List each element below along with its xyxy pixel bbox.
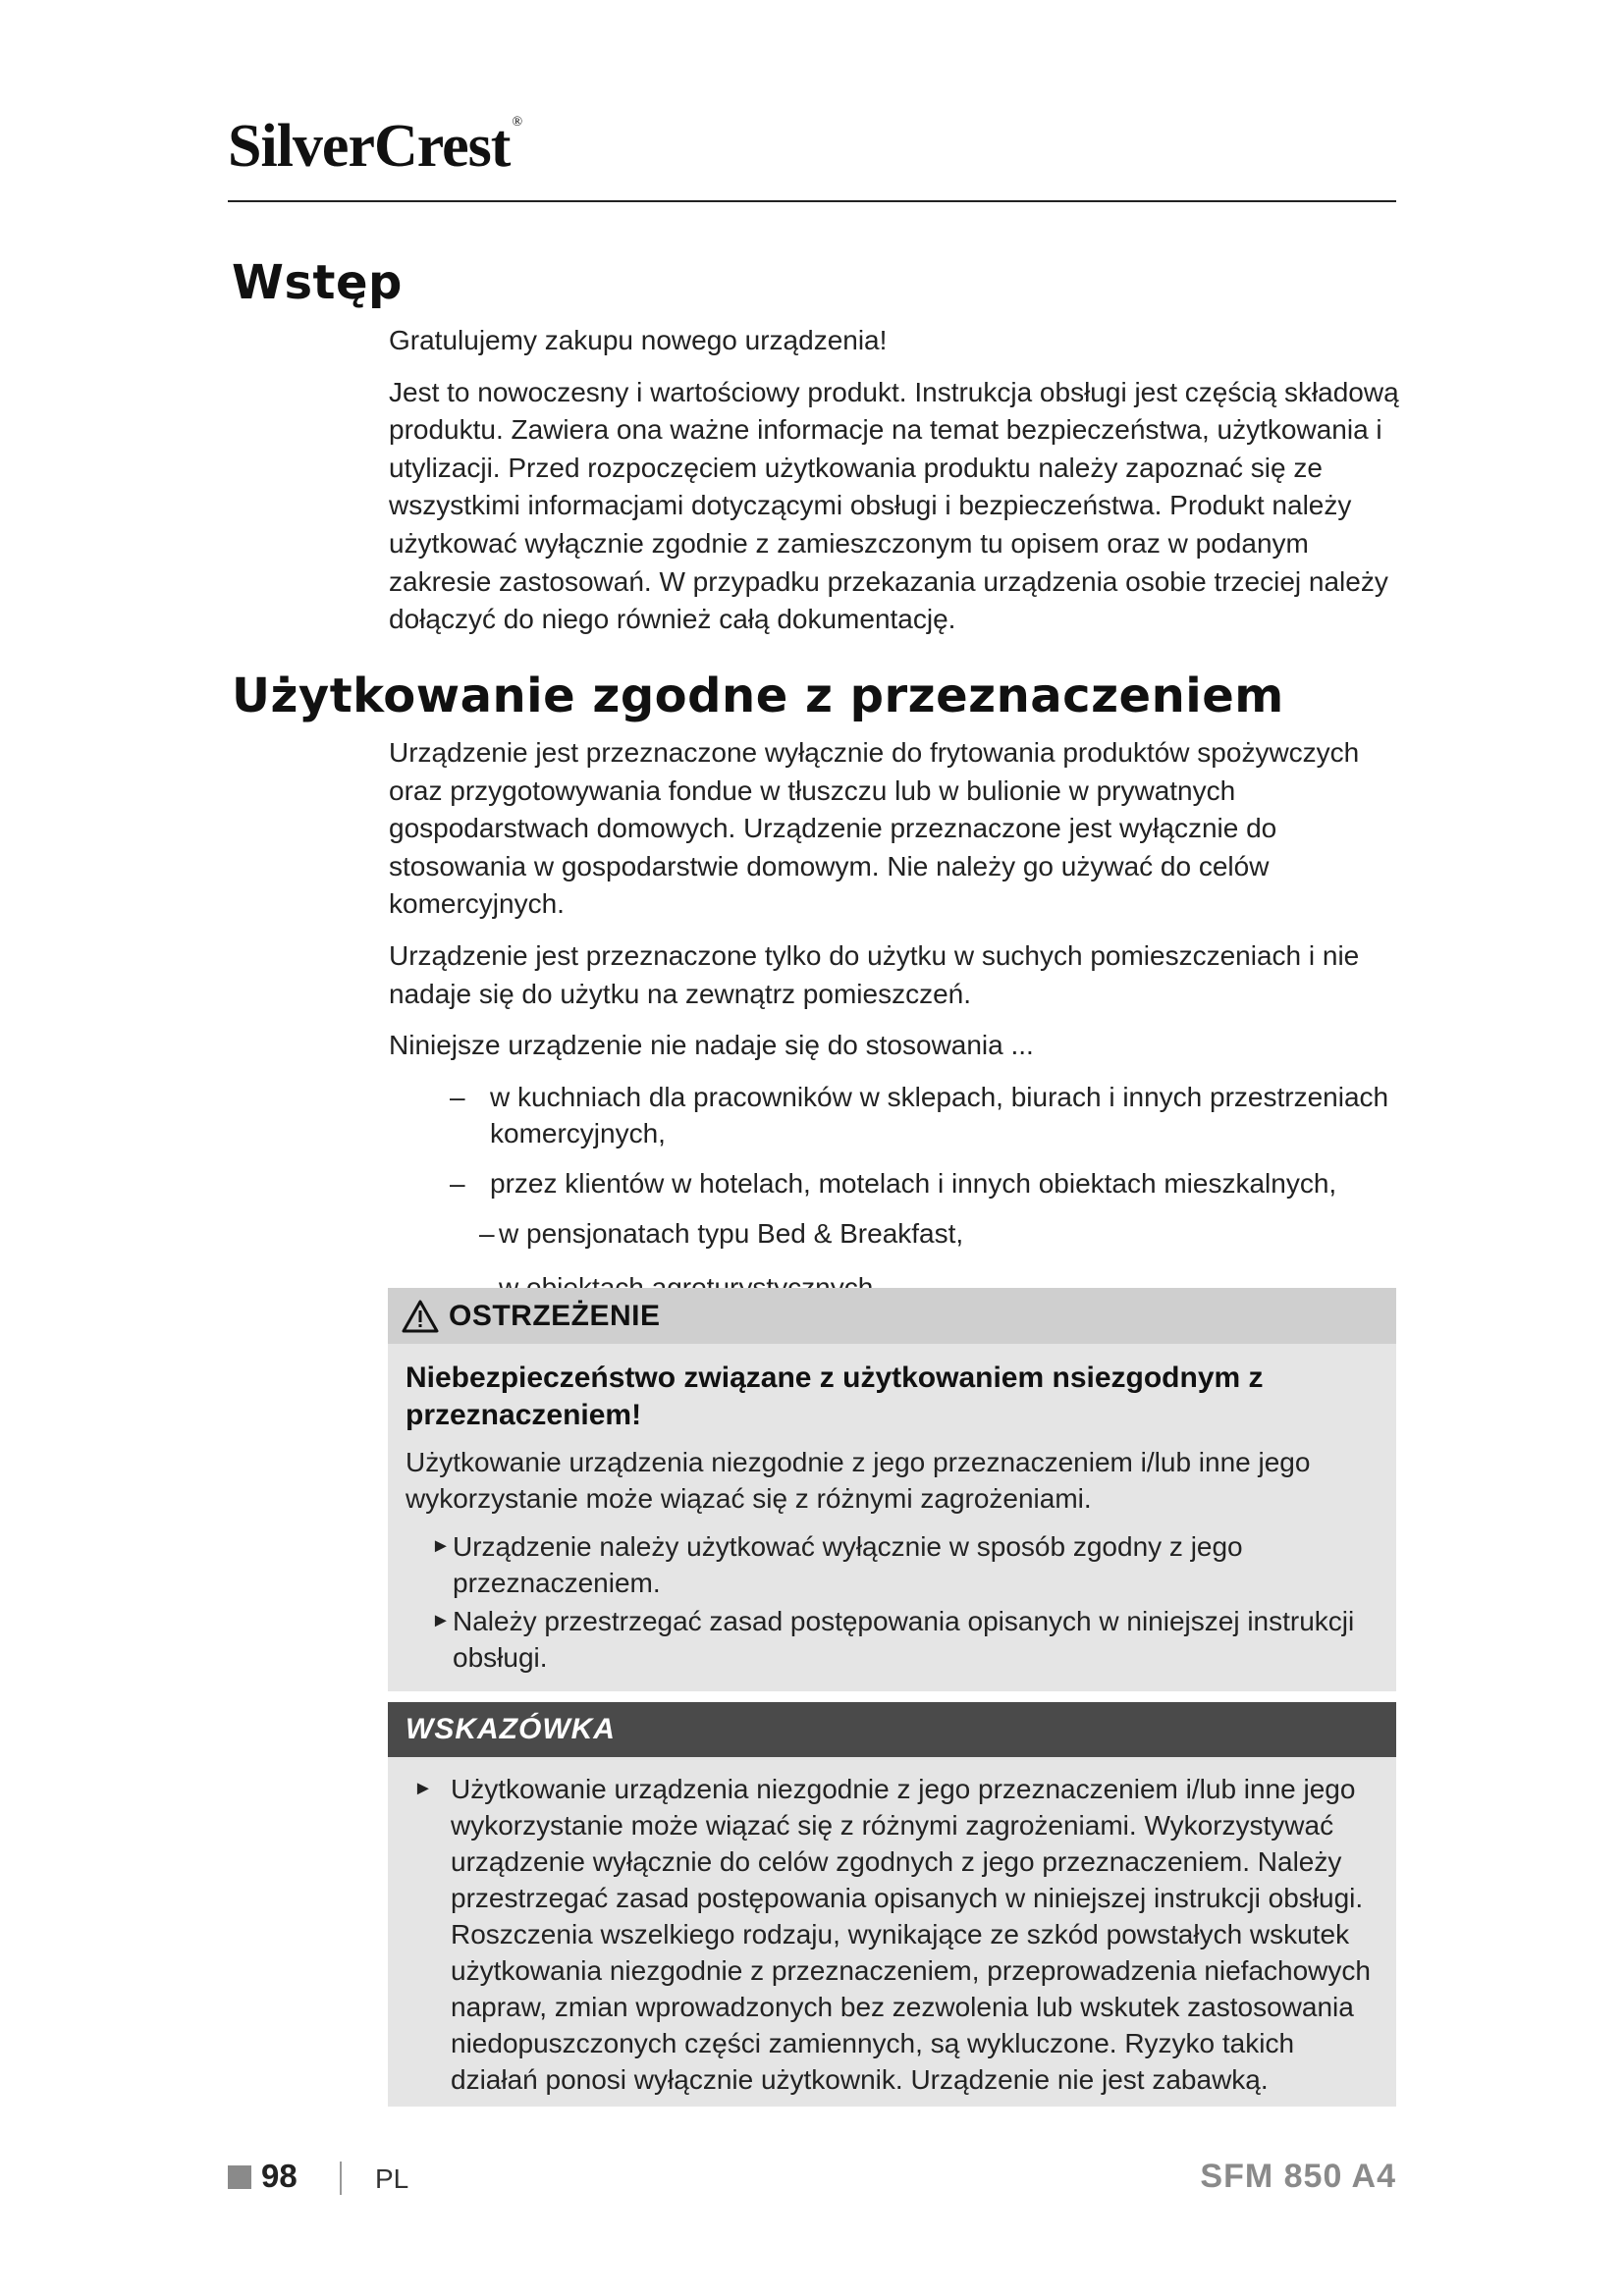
intended-use-section xyxy=(389,734,1400,1323)
list-item: – w pensjonatach typu Bed & Breakfast, xyxy=(389,1215,1400,1252)
warning-item xyxy=(406,1528,1379,1601)
warning-item-text: Urządzenie należy użytkować wyłącznie w sposób zgodny z jego przeznaczeniem. xyxy=(453,1531,1243,1598)
note-box xyxy=(388,1702,1396,2107)
page-footer xyxy=(228,2158,1396,2201)
footer-divider xyxy=(340,2162,342,2195)
list-item: – w kuchniach dla pracowników w sklepach, biurach i innych przestrzeniach komercyjnych, xyxy=(389,1079,1400,1151)
registered-mark: ® xyxy=(512,115,522,130)
footer-square-icon xyxy=(228,2165,251,2189)
language-code: PL xyxy=(375,2163,409,2194)
warning-subtitle: Niebezpieczeństwo związane z użytkowaniem nsiezgodnym z przeznaczeniem! xyxy=(406,1362,1264,1431)
model-number: SFM 850 A4 xyxy=(1200,2158,1396,2195)
note-item-text: Użytkowanie urządzenia niezgodnie z jego przeznaczeniem i/lub inne jego wykorzystanie może wiązać się z różnymi zagrożeniami. Wykorzystywać urządzenie wyłącznie do celów zgodnych z jego przeznaczeniem. Należy przestrzegać zasad postępowania opisanych w niniejszej instrukcji obsługi. Roszczenia wszelkiego rodzaju, wynikające ze szkód powstałych wskutek użytkowania niezgodnie z przeznaczeniem, przeprowadzenia niefachowych napraw, zmian wprowadzonych bez zezwolenia lub wskutek zastosowania niedopuszczonych części zamiennych, są wykluczone. Ryzyko takich działań ponosi wyłącznie użytkownik. Urządzenie nie jest zabawką. xyxy=(451,1774,1371,2095)
intended-use-paragraph-2: Urządzenie jest przeznaczone tylko do użytku w suchych pomieszczeniach i nie nadaje się do użytku na zewnątrz pomieszczeń. xyxy=(389,939,1360,1009)
arrow-right-icon: ► xyxy=(413,1778,433,1799)
intended-use-paragraph-3: Niniejsze urządzenie nie nadaje się do stosowania ... xyxy=(389,1030,1034,1061)
warning-box xyxy=(388,1288,1396,1691)
warning-triangle-icon xyxy=(402,1300,439,1333)
warning-body xyxy=(388,1344,1396,1676)
arrow-right-icon: ► xyxy=(431,1535,451,1557)
note-header xyxy=(388,1702,1396,1757)
brand-logo-text: SilverCrest xyxy=(228,113,511,180)
note-body xyxy=(388,1757,1396,2098)
exclusion-list xyxy=(389,1079,1400,1306)
page-number: 98 xyxy=(261,2158,298,2194)
warning-text: Użytkowanie urządzenia niezgodnie z jego przeznaczeniem i/lub inne jego wykorzystanie może wiązać się z różnymi zagrożeniami. xyxy=(406,1447,1311,1514)
intro-paragraph-1: Gratulujemy zakupu nowego urządzenia! xyxy=(389,325,888,355)
heading-intro: Wstęp xyxy=(232,255,403,310)
intro-section xyxy=(389,322,1400,653)
intended-use-paragraph-1: Urządzenie jest przeznaczone wyłącznie do frytowania produktów spożywczych oraz przygotowywania fondue w tłuszczu lub w bulionie w prywatnych gospodarstwach domowych. Urządzenie przeznaczone jest wyłącznie do stosowania w gospodarstwie domowym. Nie należy go używać do celów komercyjnych. xyxy=(389,737,1360,920)
list-item: – przez klientów w hotelach, motelach i innych obiektach mieszkalnych, xyxy=(389,1165,1400,1201)
warning-item-text: Należy przestrzegać zasad postępowania opisanych w niniejszej instrukcji obsługi. xyxy=(453,1606,1355,1673)
warning-item xyxy=(406,1603,1379,1676)
note-title: WSKAZÓWKA xyxy=(406,1713,616,1745)
brand-logo xyxy=(228,113,522,180)
warning-title: OSTRZEŻENIE xyxy=(449,1299,661,1332)
heading-intended-use: Użytkowanie zgodne z przeznaczeniem xyxy=(232,668,1284,723)
intro-paragraph-2: Jest to nowoczesny i wartościowy produkt. Instrukcja obsługi jest częścią składową produktu. Zawiera ona ważne informacje na temat bezpieczeństwa, użytkowania i utylizacji. Przed rozpoczęciem użytkowania produktu należy zapoznać się ze wszystkimi informacjami dotyczącymi obsługi i bezpieczeństwa. Produkt należy użytkować wyłącznie zgodnie z zamieszczonym tu opisem oraz w podanym zakresie zastosowań. W przypadku przekazania urządzenia osobie trzeciej należy dołączyć do niego również całą dokumentację. xyxy=(389,376,1399,635)
note-item xyxy=(406,1771,1379,2098)
arrow-right-icon: ► xyxy=(431,1610,451,1631)
header-rule xyxy=(228,200,1396,202)
warning-header xyxy=(388,1288,1396,1344)
